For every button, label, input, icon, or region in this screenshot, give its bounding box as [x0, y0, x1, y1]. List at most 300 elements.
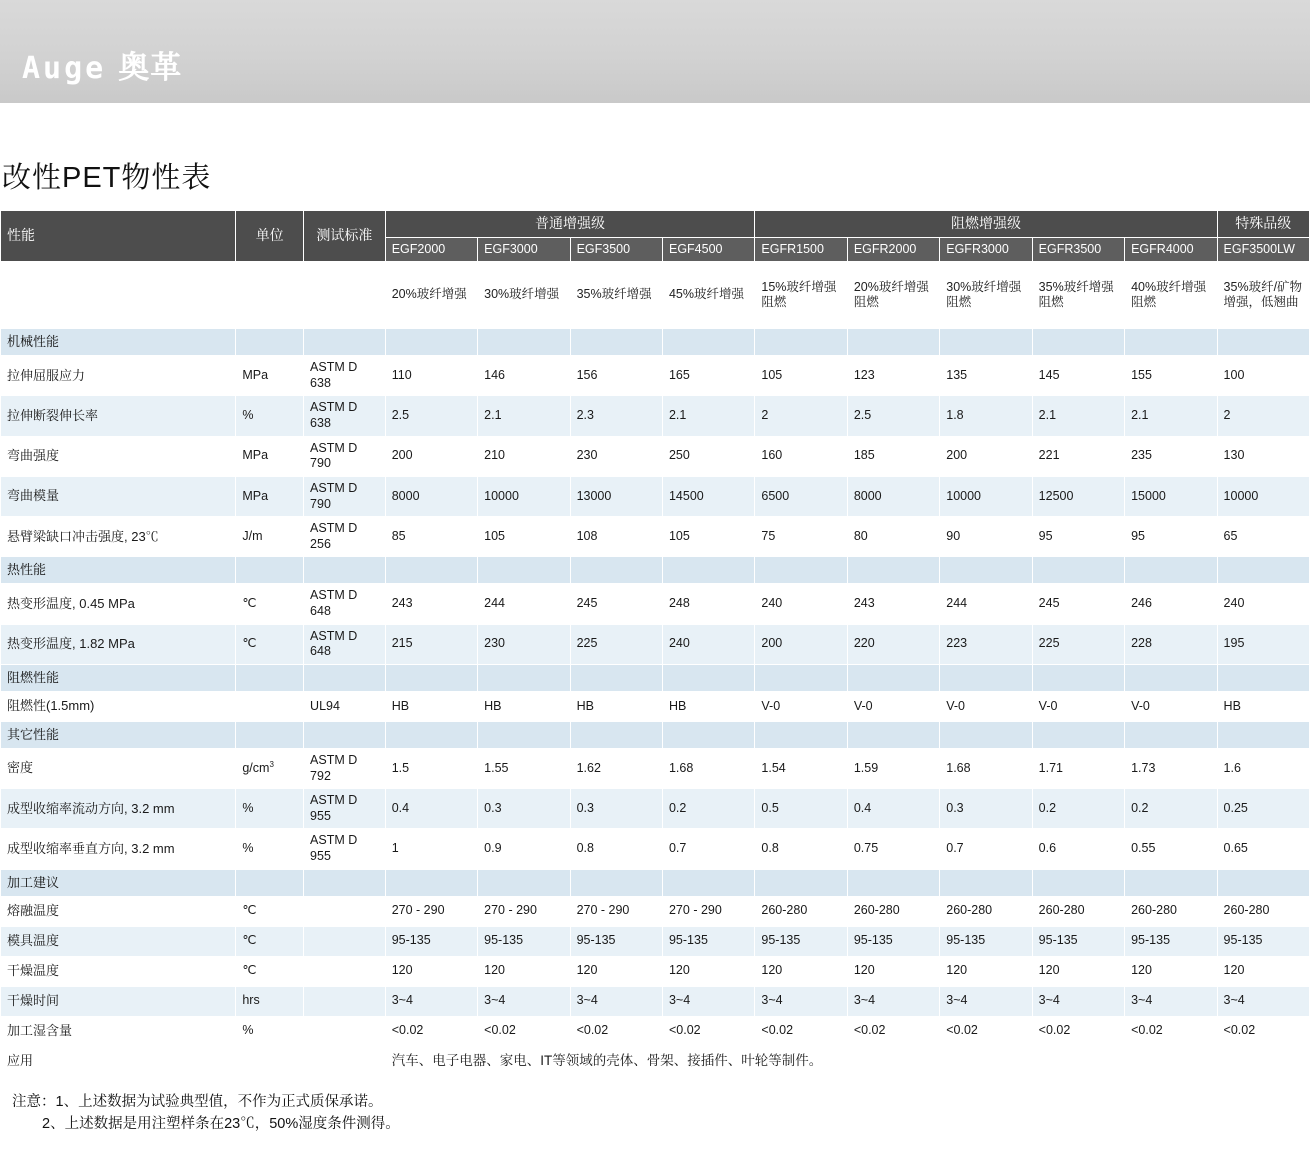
cell-value: 95-135: [1217, 926, 1309, 956]
cell-value: 105: [662, 517, 754, 557]
cell-value: 8000: [847, 476, 939, 516]
cell-value: 2.1: [1125, 396, 1217, 436]
cell-value: 0.2: [662, 789, 754, 829]
section-spacer: [940, 721, 1032, 748]
cell-value: 2.1: [662, 396, 754, 436]
cell-value: 0.3: [570, 789, 662, 829]
row-standard: ASTM D 955: [304, 829, 386, 869]
section-spacer: [304, 664, 386, 691]
section-spacer: [478, 664, 570, 691]
cell-value: 3~4: [1032, 986, 1124, 1016]
row-unit: J/m: [236, 517, 304, 557]
cell-value: 2.3: [570, 396, 662, 436]
spec-table: [0, 210, 1310, 1077]
grade-header-8: EGFR4000: [1125, 237, 1217, 262]
cell-value: 195: [1217, 624, 1309, 664]
table-row: [1, 624, 1310, 664]
table-row: [1, 789, 1310, 829]
brand-logo-en: Auge: [22, 51, 107, 86]
cell-value: 95-135: [755, 926, 847, 956]
cell-value: 3~4: [755, 986, 847, 1016]
cell-value: 1.55: [478, 748, 570, 788]
cell-value: 95-135: [478, 926, 570, 956]
cell-value: V-0: [755, 691, 847, 721]
section-spacer: [236, 721, 304, 748]
row-unit: ℃: [236, 956, 304, 986]
section-spacer: [847, 329, 939, 356]
cell-value: 221: [1032, 436, 1124, 476]
row-label: 干燥温度: [1, 956, 236, 986]
section-spacer: [385, 557, 477, 584]
row-standard: ASTM D 638: [304, 396, 386, 436]
cell-value: 1.6: [1217, 748, 1309, 788]
table-row: [1, 356, 1310, 396]
row-label: 模具温度: [1, 926, 236, 956]
section-spacer: [1125, 721, 1217, 748]
section-spacer: [385, 329, 477, 356]
row-standard: ASTM D 256: [304, 517, 386, 557]
row-label: 热变形温度, 0.45 MPa: [1, 584, 236, 624]
section-spacer: [236, 869, 304, 896]
row-standard: [304, 986, 386, 1016]
cell-value: 95: [1125, 517, 1217, 557]
cell-value: 123: [847, 356, 939, 396]
cell-value: 260-280: [1032, 896, 1124, 926]
cell-value: 248: [662, 584, 754, 624]
cell-value: 260-280: [755, 896, 847, 926]
row-standard: ASTM D 648: [304, 584, 386, 624]
header-banner: [0, 0, 1310, 103]
cell-value: 230: [570, 436, 662, 476]
section-spacer: [847, 721, 939, 748]
cell-value: 244: [940, 584, 1032, 624]
cell-value: 3~4: [940, 986, 1032, 1016]
section-spacer: [478, 869, 570, 896]
cell-value: 135: [940, 356, 1032, 396]
cell-value: 120: [570, 956, 662, 986]
row-unit: ℃: [236, 896, 304, 926]
section-spacer: [940, 664, 1032, 691]
row-standard: [304, 926, 386, 956]
section-spacer: [755, 664, 847, 691]
cell-value: 0.4: [847, 789, 939, 829]
grade-description-1: 30%玻纤增强: [478, 262, 570, 329]
row-standard: ASTM D 790: [304, 436, 386, 476]
cell-value: 200: [755, 624, 847, 664]
section-spacer: [1217, 721, 1309, 748]
application-unit: [236, 1046, 304, 1076]
section-spacer: [385, 721, 477, 748]
row-unit: ℃: [236, 584, 304, 624]
cell-value: 270 - 290: [662, 896, 754, 926]
table-row: [1, 436, 1310, 476]
section-spacer: [304, 557, 386, 584]
cell-value: 3~4: [478, 986, 570, 1016]
cell-value: 0.8: [570, 829, 662, 869]
table-row: [1, 517, 1310, 557]
cell-value: 95-135: [1125, 926, 1217, 956]
row-standard: ASTM D 790: [304, 476, 386, 516]
cell-value: 2: [1217, 396, 1309, 436]
cell-value: 1.8: [940, 396, 1032, 436]
table-row: [1, 1016, 1310, 1046]
section-spacer: [478, 557, 570, 584]
cell-value: <0.02: [385, 1016, 477, 1046]
cell-value: 6500: [755, 476, 847, 516]
cell-value: 260-280: [1217, 896, 1309, 926]
cell-value: 120: [1125, 956, 1217, 986]
section-spacer: [662, 557, 754, 584]
row-label: 阻燃性(1.5mm): [1, 691, 236, 721]
cell-value: 1.59: [847, 748, 939, 788]
grade-header-7: EGFR3500: [1032, 237, 1124, 262]
cell-value: 3~4: [847, 986, 939, 1016]
group-header-1: 阻燃增强级: [755, 211, 1217, 238]
cell-value: 260-280: [1125, 896, 1217, 926]
cell-value: 10000: [478, 476, 570, 516]
cell-value: 95-135: [662, 926, 754, 956]
row-unit: %: [236, 1016, 304, 1046]
cell-value: 2.5: [847, 396, 939, 436]
cell-value: 260-280: [847, 896, 939, 926]
row-unit: $g/cm^3$: [236, 748, 304, 788]
cell-value: 3~4: [385, 986, 477, 1016]
cell-value: V-0: [1032, 691, 1124, 721]
cell-value: 0.55: [1125, 829, 1217, 869]
cell-value: 155: [1125, 356, 1217, 396]
brand-logo: [22, 42, 182, 87]
cell-value: 0.3: [478, 789, 570, 829]
section-spacer: [304, 721, 386, 748]
section-header-row: [1, 721, 1310, 748]
row-unit: hrs: [236, 986, 304, 1016]
section-spacer: [1217, 329, 1309, 356]
cell-value: 120: [940, 956, 1032, 986]
section-spacer: [1217, 869, 1309, 896]
grade-description-8: 40%玻纤增强阻燃: [1125, 262, 1217, 329]
row-label: 密度: [1, 748, 236, 788]
cell-value: 246: [1125, 584, 1217, 624]
cell-value: 95-135: [570, 926, 662, 956]
cell-value: 80: [847, 517, 939, 557]
cell-value: 228: [1125, 624, 1217, 664]
row-unit: [236, 691, 304, 721]
row-standard: [304, 896, 386, 926]
cell-value: HB: [478, 691, 570, 721]
row-standard: ASTM D 638: [304, 356, 386, 396]
table-row: [1, 584, 1310, 624]
section-spacer: [662, 869, 754, 896]
section-spacer: [1032, 721, 1124, 748]
section-spacer: [662, 329, 754, 356]
cell-value: 10000: [1217, 476, 1309, 516]
cell-value: 1.71: [1032, 748, 1124, 788]
cell-value: HB: [1217, 691, 1309, 721]
cell-value: 1.5: [385, 748, 477, 788]
table-row: [1, 691, 1310, 721]
row-unit: MPa: [236, 476, 304, 516]
row-label: 拉伸屈服应力: [1, 356, 236, 396]
cell-value: HB: [385, 691, 477, 721]
cell-value: 244: [478, 584, 570, 624]
cell-value: 0.9: [478, 829, 570, 869]
row-unit: %: [236, 789, 304, 829]
desc-spacer-0: [1, 262, 236, 329]
cell-value: 223: [940, 624, 1032, 664]
cell-value: 0.6: [1032, 829, 1124, 869]
section-spacer: [570, 664, 662, 691]
cell-value: 120: [385, 956, 477, 986]
section-spacer: [940, 329, 1032, 356]
row-standard: [304, 956, 386, 986]
section-spacer: [304, 329, 386, 356]
cell-value: 108: [570, 517, 662, 557]
cell-value: 3~4: [570, 986, 662, 1016]
cell-value: 95: [1032, 517, 1124, 557]
section-spacer: [940, 869, 1032, 896]
section-header-row: [1, 329, 1310, 356]
cell-value: 12500: [1032, 476, 1124, 516]
cell-value: 0.8: [755, 829, 847, 869]
row-label: 悬臂梁缺口冲击强度, 23℃: [1, 517, 236, 557]
section-spacer: [1032, 869, 1124, 896]
row-unit: MPa: [236, 436, 304, 476]
cell-value: 0.7: [940, 829, 1032, 869]
cell-value: 2.5: [385, 396, 477, 436]
note-line-1: 注意：1、上述数据为试验典型值，不作为正式质保承诺。: [12, 1093, 383, 1110]
cell-value: V-0: [1125, 691, 1217, 721]
cell-value: 95-135: [847, 926, 939, 956]
cell-value: 110: [385, 356, 477, 396]
cell-value: 260-280: [940, 896, 1032, 926]
cell-value: 95-135: [1032, 926, 1124, 956]
section-spacer: [385, 664, 477, 691]
row-label: 弯曲模量: [1, 476, 236, 516]
grade-description-row: [1, 262, 1310, 329]
cell-value: 3~4: [1125, 986, 1217, 1016]
table-row: [1, 476, 1310, 516]
cell-value: 1.73: [1125, 748, 1217, 788]
cell-value: 245: [570, 584, 662, 624]
grade-description-7: 35%玻纤增强阻燃: [1032, 262, 1124, 329]
application-text: 汽车、电子电器、家电、IT等领域的壳体、骨架、接插件、叶轮等制件。: [385, 1046, 1309, 1076]
section-spacer: [940, 557, 1032, 584]
section-spacer: [1125, 557, 1217, 584]
cell-value: 243: [847, 584, 939, 624]
cell-value: 15000: [1125, 476, 1217, 516]
row-label: 热变形温度, 1.82 MPa: [1, 624, 236, 664]
cell-value: HB: [570, 691, 662, 721]
cell-value: 165: [662, 356, 754, 396]
section-spacer: [662, 664, 754, 691]
grade-header-4: EGFR1500: [755, 237, 847, 262]
cell-value: 250: [662, 436, 754, 476]
section-spacer: [1125, 664, 1217, 691]
cell-value: 120: [1032, 956, 1124, 986]
cell-value: 240: [662, 624, 754, 664]
section-spacer: [236, 664, 304, 691]
cell-value: 13000: [570, 476, 662, 516]
cell-value: 3~4: [662, 986, 754, 1016]
cell-value: V-0: [940, 691, 1032, 721]
cell-value: 0.2: [1032, 789, 1124, 829]
grade-description-0: 20%玻纤增强: [385, 262, 477, 329]
section-header-row: [1, 557, 1310, 584]
row-standard: UL94: [304, 691, 386, 721]
grade-description-9: 35%玻纤/矿物增强，低翘曲: [1217, 262, 1309, 329]
cell-value: 200: [940, 436, 1032, 476]
desc-spacer-1: [236, 262, 304, 329]
cell-value: 220: [847, 624, 939, 664]
cell-value: 90: [940, 517, 1032, 557]
cell-value: 0.25: [1217, 789, 1309, 829]
cell-value: HB: [662, 691, 754, 721]
cell-value: 85: [385, 517, 477, 557]
cell-value: 0.3: [940, 789, 1032, 829]
row-unit: %: [236, 829, 304, 869]
section-spacer: [570, 557, 662, 584]
section-spacer: [570, 721, 662, 748]
cell-value: <0.02: [940, 1016, 1032, 1046]
section-spacer: [847, 557, 939, 584]
section-spacer: [304, 869, 386, 896]
cell-value: 65: [1217, 517, 1309, 557]
cell-value: 14500: [662, 476, 754, 516]
cell-value: 240: [1217, 584, 1309, 624]
section-spacer: [1217, 664, 1309, 691]
cell-value: 0.75: [847, 829, 939, 869]
application-standard: [304, 1046, 386, 1076]
cell-value: 225: [570, 624, 662, 664]
row-standard: ASTM D 648: [304, 624, 386, 664]
grade-header-5: EGFR2000: [847, 237, 939, 262]
section-spacer: [478, 329, 570, 356]
grade-description-3: 45%玻纤增强: [662, 262, 754, 329]
section-spacer: [1125, 329, 1217, 356]
grade-description-4: 15%玻纤增强阻燃: [755, 262, 847, 329]
grade-description-2: 35%玻纤增强: [570, 262, 662, 329]
cell-value: 10000: [940, 476, 1032, 516]
section-spacer: [847, 869, 939, 896]
cell-value: 8000: [385, 476, 477, 516]
desc-spacer-2: [304, 262, 386, 329]
cell-value: 1.68: [940, 748, 1032, 788]
cell-value: 225: [1032, 624, 1124, 664]
cell-value: <0.02: [478, 1016, 570, 1046]
cell-value: 0.7: [662, 829, 754, 869]
header-unit: 单位: [236, 211, 304, 262]
cell-value: 105: [755, 356, 847, 396]
cell-value: 185: [847, 436, 939, 476]
section-header-row: [1, 664, 1310, 691]
note-line-2: 2、上述数据是用注塑样条在23℃，50%湿度条件测得。: [42, 1116, 400, 1133]
row-standard: ASTM D 792: [304, 748, 386, 788]
cell-value: <0.02: [1032, 1016, 1124, 1046]
section-spacer: [1032, 664, 1124, 691]
cell-value: 200: [385, 436, 477, 476]
table-row: [1, 986, 1310, 1016]
table-head: [1, 211, 1310, 262]
cell-value: 1.54: [755, 748, 847, 788]
cell-value: 2: [755, 396, 847, 436]
cell-value: 0.4: [385, 789, 477, 829]
header-standard: 测试标准: [304, 211, 386, 262]
cell-value: 2.1: [478, 396, 570, 436]
section-spacer: [755, 721, 847, 748]
section-spacer: [385, 869, 477, 896]
cell-value: 270 - 290: [478, 896, 570, 926]
cell-value: 120: [1217, 956, 1309, 986]
grade-header-6: EGFR3000: [940, 237, 1032, 262]
cell-value: <0.02: [570, 1016, 662, 1046]
section-spacer: [1125, 869, 1217, 896]
cell-value: <0.02: [755, 1016, 847, 1046]
section-spacer: [755, 869, 847, 896]
row-label: 弯曲强度: [1, 436, 236, 476]
cell-value: 240: [755, 584, 847, 624]
section-title-4: 加工建议: [1, 869, 236, 896]
cell-value: 1: [385, 829, 477, 869]
section-title-2: 阻燃性能: [1, 664, 236, 691]
row-label: 干燥时间: [1, 986, 236, 1016]
cell-value: 235: [1125, 436, 1217, 476]
cell-value: 105: [478, 517, 570, 557]
section-title-1: 热性能: [1, 557, 236, 584]
table-row: [1, 396, 1310, 436]
cell-value: 215: [385, 624, 477, 664]
cell-value: 156: [570, 356, 662, 396]
cell-value: 1.68: [662, 748, 754, 788]
cell-value: 0.65: [1217, 829, 1309, 869]
row-label: 拉伸断裂伸长率: [1, 396, 236, 436]
cell-value: 270 - 290: [385, 896, 477, 926]
section-header-row: [1, 869, 1310, 896]
grade-header-2: EGF3500: [570, 237, 662, 262]
table-body: [1, 262, 1310, 1077]
row-label: 熔融温度: [1, 896, 236, 926]
table-row: [1, 896, 1310, 926]
section-spacer: [570, 869, 662, 896]
row-label: 加工湿含量: [1, 1016, 236, 1046]
section-spacer: [755, 329, 847, 356]
grade-header-3: EGF4500: [662, 237, 754, 262]
cell-value: 120: [755, 956, 847, 986]
cell-value: 243: [385, 584, 477, 624]
table-row: [1, 956, 1310, 986]
row-unit: MPa: [236, 356, 304, 396]
cell-value: 160: [755, 436, 847, 476]
grade-description-5: 20%玻纤增强阻燃: [847, 262, 939, 329]
row-label: 成型收缩率垂直方向, 3.2 mm: [1, 829, 236, 869]
cell-value: <0.02: [847, 1016, 939, 1046]
table-group-header-row: [1, 211, 1310, 238]
cell-value: 130: [1217, 436, 1309, 476]
row-unit: %: [236, 396, 304, 436]
group-header-0: 普通增强级: [385, 211, 755, 238]
application-row: [1, 1046, 1310, 1076]
grade-header-0: EGF2000: [385, 237, 477, 262]
table-row: [1, 829, 1310, 869]
cell-value: 100: [1217, 356, 1309, 396]
application-label: 应用: [1, 1046, 236, 1076]
row-standard: ASTM D 955: [304, 789, 386, 829]
row-standard: [304, 1016, 386, 1046]
grade-description-6: 30%玻纤增强阻燃: [940, 262, 1032, 329]
cell-value: <0.02: [1217, 1016, 1309, 1046]
section-spacer: [236, 557, 304, 584]
cell-value: 120: [847, 956, 939, 986]
page-title: 改性PET物性表: [2, 162, 212, 194]
